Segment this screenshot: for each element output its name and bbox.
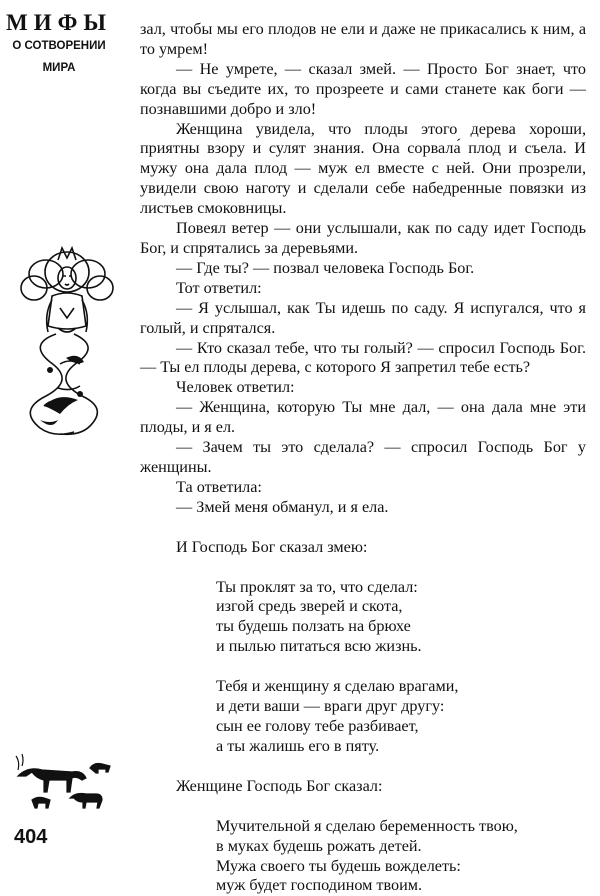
verse-line: муж будет господином твоим. bbox=[216, 876, 423, 895]
paragraph: — Змей меня обманул, и я ела. bbox=[176, 497, 389, 516]
paragraph: Женщине Господь Бог сказал: bbox=[176, 776, 383, 795]
verse-line: и дети ваши — враги друг другу: bbox=[216, 697, 445, 716]
verse-stanza bbox=[140, 578, 586, 658]
verse-stanza bbox=[140, 817, 586, 896]
series-subtitle-line2: МИРА bbox=[42, 62, 76, 74]
paragraph: — Зачем ты это сделала? — спросил Господь Бог у женщины. bbox=[140, 438, 586, 476]
verse-line: в муках будешь рожать детей. bbox=[216, 836, 422, 855]
sidebar bbox=[0, 0, 140, 864]
verse-line: Мужа своего ты будешь вожделеть: bbox=[216, 856, 461, 875]
paragraph: — Не умрете, — сказал змей. — Просто Бог знает, что когда вы съедите их, то прозреете и сами станете как боги — познавшими добро и зло! bbox=[140, 59, 586, 118]
paragraph: — Женщина, которую Ты мне дал, — она дала мне эти плоды, и я ел. bbox=[140, 398, 586, 437]
paragraph: — Где ты? — позвал человека Господь Бог. bbox=[176, 258, 475, 277]
verse-line: изгой средь зверей и скота, bbox=[216, 597, 403, 616]
verse-line: а ты жалишь его в пяту. bbox=[216, 736, 380, 755]
verse-line: Тебя и женщину я сделаю врагами, bbox=[216, 677, 459, 696]
series-subtitle-line1: О СОТВОРЕНИИ bbox=[12, 40, 106, 52]
verse-line: сын ее голову тебе разбивает, bbox=[216, 717, 419, 735]
verse-stanza bbox=[140, 677, 586, 757]
series-title: МИФЫ bbox=[6, 10, 112, 35]
paragraph: — Кто сказал тебе, что ты голый? — спросил Господь Бог. — Ты ел плоды дерева, с которого Я запретил тебе есть? bbox=[140, 338, 586, 377]
paragraph: Тот ответил: bbox=[176, 278, 262, 297]
paragraph: зал, чтобы мы его плодов не ели и даже не прикасались к ним, а то умрем! bbox=[140, 20, 586, 58]
verse-line: Мучительной я сделаю беременность твою, bbox=[216, 816, 518, 835]
paragraph: И Господь Бог сказал змею: bbox=[176, 537, 368, 556]
verse-line: и пылью питаться всю жизнь. bbox=[216, 637, 422, 656]
cave-animals-illustration-icon bbox=[10, 748, 118, 818]
verse-line: ты будешь ползать на брюхе bbox=[216, 617, 411, 636]
paragraph: Женщина увидела, что плоды этого дерева хороши, приятны взору и сулят знания. Она сорвала́ плод и съела. И мужу она дала плод — муж ел вместе с ней. Они прозрели, увидели свою наготу и сделали себе набедренные повязки из листьев смоковницы. bbox=[140, 119, 586, 218]
paragraph: Повеял ветер — они услышали, как по саду идет Господь Бог, и спрятались за деревьями. bbox=[140, 219, 586, 257]
page-body bbox=[140, 20, 586, 896]
verse-line: Ты проклят за то, что сделал: bbox=[216, 577, 418, 596]
serpent-deity-illustration-icon bbox=[14, 238, 120, 448]
page-number: 404 bbox=[14, 826, 48, 848]
paragraph: Человек ответил: bbox=[176, 378, 295, 397]
paragraph: Та ответила: bbox=[176, 477, 262, 496]
paragraph: — Я услышал, как Ты идешь по саду. Я испугался, что я голый, и спрятался. bbox=[140, 298, 586, 337]
